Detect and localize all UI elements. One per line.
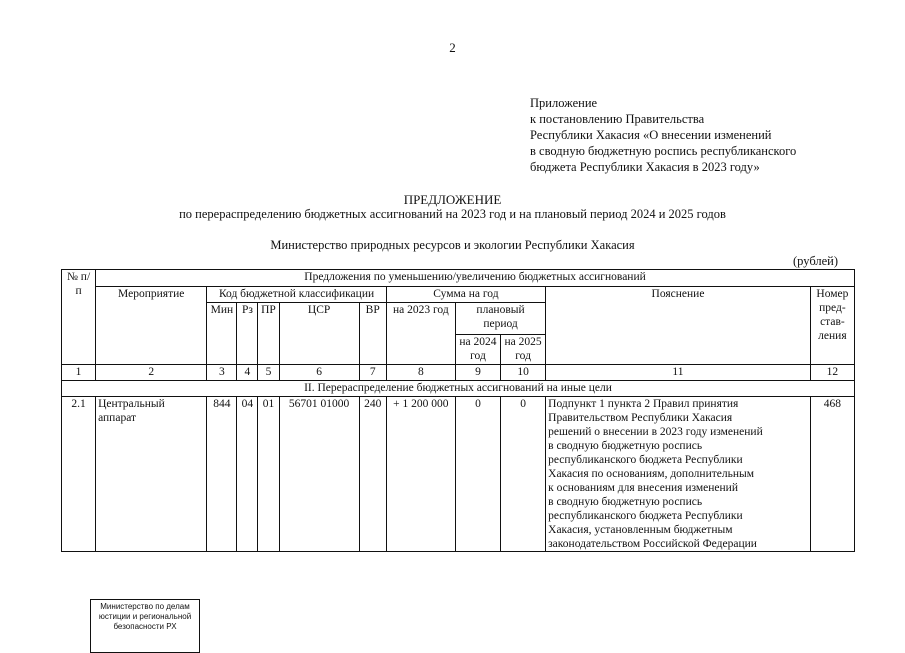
row-rz: 04	[237, 397, 258, 552]
row-explanation	[546, 397, 811, 552]
registration-stamp	[90, 599, 200, 653]
col-number: 7	[359, 365, 386, 381]
explanation-line: решений о внесении в 2023 году изменений	[548, 426, 763, 438]
header-event: Мероприятие	[96, 287, 207, 365]
stamp-line: безопасности РХ	[113, 622, 177, 631]
explanation-line: Хакасия по основаниям, дополнительным	[548, 468, 754, 480]
appendix-block	[530, 95, 796, 175]
header-plan-period: плановый период	[455, 303, 545, 335]
col-number: 5	[258, 365, 279, 381]
header-2025: на 2025 год	[501, 335, 546, 365]
header-vr: ВР	[359, 303, 386, 365]
section-title: II. Перераспределение бюджетных ассигнований на иные цели	[62, 381, 855, 397]
col-number: 12	[810, 365, 854, 381]
row-number: 468	[810, 397, 854, 552]
stamp-line: Министерство по делам	[100, 602, 190, 611]
row-pr: 01	[258, 397, 279, 552]
header-proposals: Предложения по уменьшению/увеличению бюджетных ассигнований	[96, 270, 855, 287]
stamp-line: юстиции и региональной	[98, 612, 192, 621]
header-pr: ПР	[258, 303, 279, 365]
document-subtitle: по перераспределению бюджетных ассигнований на 2023 год и на плановый период 2024 и 2025 годов	[179, 207, 726, 221]
header-no: № п/п	[62, 270, 96, 365]
col-number: 3	[207, 365, 237, 381]
row-sum-2025: 0	[501, 397, 546, 552]
explanation-line: республиканского бюджета Республики	[548, 454, 743, 466]
header-rz: Рз	[237, 303, 258, 365]
col-number: 8	[386, 365, 455, 381]
appendix-line: к постановлению Правительства	[530, 112, 705, 126]
appendix-line: бюджета Республики Хакасия в 2023 году»	[530, 160, 760, 174]
explanation-line: в сводную бюджетную роспись	[548, 440, 703, 452]
explanation-line: Подпункт 1 пункта 2 Правил принятия	[548, 398, 739, 410]
col-number: 10	[501, 365, 546, 381]
col-number: 4	[237, 365, 258, 381]
appendix-line: Приложение	[530, 96, 598, 110]
header-2023: на 2023 год	[386, 303, 455, 365]
row-sum-2024: 0	[455, 397, 500, 552]
header-min: Мин	[207, 303, 237, 365]
explanation-line: республиканского бюджета Республики	[548, 510, 743, 522]
page-number: 2	[449, 40, 456, 55]
col-number: 11	[546, 365, 811, 381]
document-title: ПРЕДЛОЖЕНИЕ	[403, 192, 502, 207]
budget-table	[61, 269, 855, 552]
col-number: 6	[279, 365, 359, 381]
header-code: Код бюджетной классификации	[207, 287, 386, 303]
header-2024: на 2024 год	[455, 335, 500, 365]
table-row	[62, 397, 855, 552]
row-sum-2023: + 1 200 000	[386, 397, 455, 552]
ministry-name: Министерство природных ресурсов и экологии Республики Хакасия	[270, 238, 635, 252]
header-explanation: Пояснение	[546, 287, 811, 365]
unit-label: (рублей)	[793, 254, 839, 268]
header-sum: Сумма на год	[386, 287, 545, 303]
header-csr: ЦСР	[279, 303, 359, 365]
row-vr: 240	[359, 397, 386, 552]
explanation-line: в сводную бюджетную роспись	[548, 496, 703, 508]
explanation-line: Правительством Республики Хакасия	[548, 412, 733, 424]
explanation-line: законодательством Российской Федерации	[548, 538, 757, 550]
explanation-line: Хакасия, установленным бюджетным	[548, 524, 733, 536]
col-number: 2	[96, 365, 207, 381]
row-csr: 56701 01000	[279, 397, 359, 552]
appendix-line: в сводную бюджетную роспись республиканского	[530, 144, 797, 158]
row-min: 844	[207, 397, 237, 552]
header-number: Номер пред-став-ления	[810, 287, 854, 365]
row-no: 2.1	[62, 397, 96, 552]
col-number: 9	[455, 365, 500, 381]
row-event: Центральный аппарат	[96, 397, 207, 552]
appendix-line: Республики Хакасия «О внесении изменений	[530, 128, 772, 142]
explanation-line: к основаниям для внесения изменений	[548, 482, 738, 494]
col-number: 1	[62, 365, 96, 381]
